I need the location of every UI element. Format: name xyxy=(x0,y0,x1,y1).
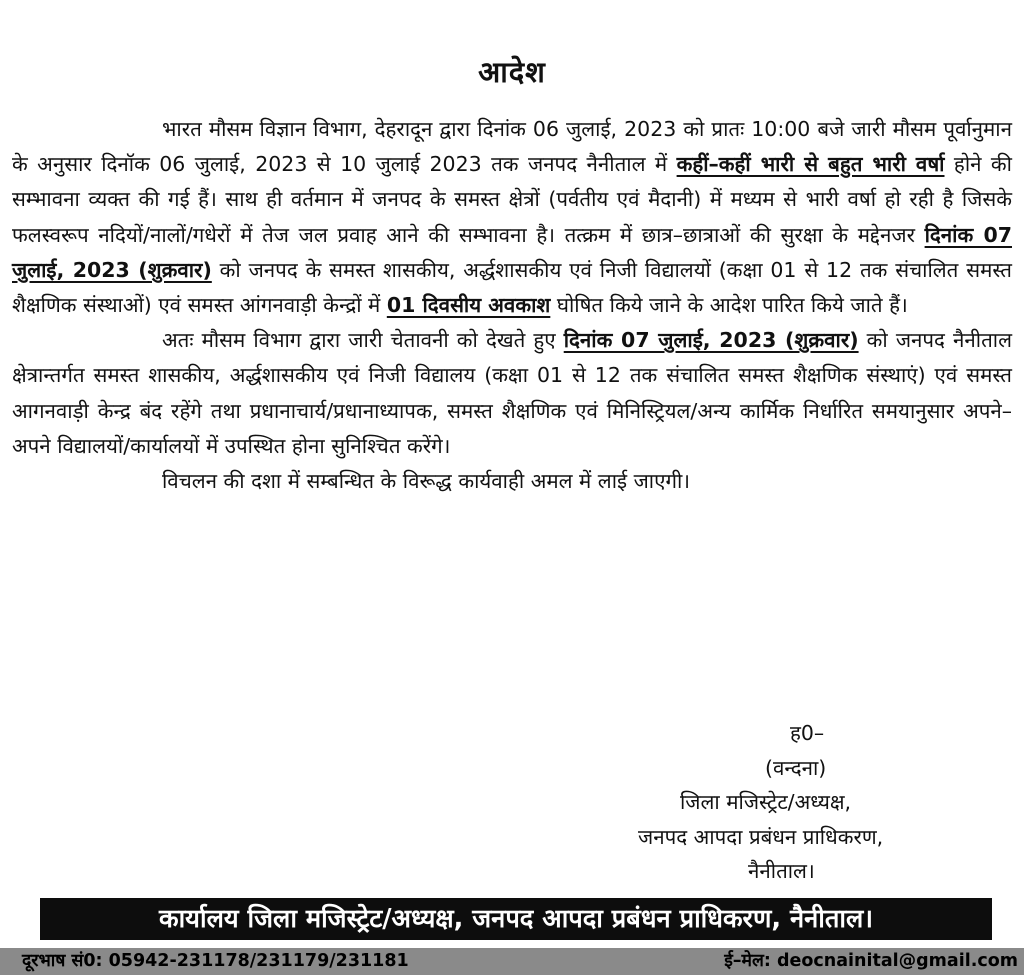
signatory-place: नैनीताल। xyxy=(748,859,815,883)
paragraph-1 xyxy=(12,112,1012,323)
paragraph-2 xyxy=(12,323,1012,464)
heavy-rain-highlight: कहीं–कहीं भारी से बहुत भारी वर्षा xyxy=(676,152,945,177)
holiday-date-highlight: दिनांक 07 जुलाई, 2023 (शुक्रवार) xyxy=(12,222,1012,282)
paragraph-2-text-b: को जनपद नैनीताल क्षेत्रान्तर्गत समस्त शासकीय, अर्द्धशासकीय एवं निजी विद्यालय (कक्षा 01 से 12 तक संचालित समस्त शैक्षणिक संस्थाएं) एवं समस्त आगनवाड़ी केन्द्र बंद रहेंगे तथा प्रधानाचार्य/प्रधानाध्यापक, समस्त शैक्षणिक एवं मिनिस्ट्रियल/अन्य कार्मिक निर्धारित समयानुसार अपने–अपने विद्यालयों/कार्यालयों में उपस्थित होना सुनिश्चित करेंगे। xyxy=(12,328,1012,458)
signature-mark: ह0– xyxy=(790,721,825,745)
order-title: आदेश xyxy=(478,55,546,89)
email-address: ई–मेल: deocnainital@gmail.com xyxy=(724,951,1018,971)
order-body xyxy=(12,112,1012,499)
paragraph-1-text-d: घोषित किये जाने के आदेश पारित किये जाते हैं। xyxy=(550,293,908,318)
signatory-designation: जिला मजिस्ट्रेट/अध्यक्ष, xyxy=(680,790,852,814)
paragraph-3: विचलन की दशा में सम्बन्धित के विरूद्ध कार्यवाही अमल में लाई जाएगी। xyxy=(162,469,691,494)
phone-numbers: दूरभाष सं0: 05942-231178/231179/231181 xyxy=(22,951,409,971)
office-footer-banner: कार्यालय जिला मजिस्ट्रेट/अध्यक्ष, जनपद आपदा प्रबंधन प्राधिकरण, नैनीताल। xyxy=(40,898,992,940)
closure-date-highlight: दिनांक 07 जुलाई, 2023 (शुक्रवार) xyxy=(563,328,859,353)
paragraph-1-text-b: होने की सम्भावना व्यक्त की गई हैं। साथ ही वर्तमान में जनपद के समस्त क्षेत्रों (पर्वतीय एवं मैदानी) में मध्यम से भारी वर्षा हो रही है जिसके फलस्वरूप नदियों/नालों/गधेरों में तेज जल प्रवाह आने की सम्भावना है। तत्क्रम में छात्र–छात्राओं की सुरक्षा के मद्देनजर xyxy=(12,152,1012,247)
paragraph-1-text-a: भारत मौसम विज्ञान विभाग, देहरादून द्वारा दिनांक 06 जुलाई, 2023 को प्रातः 10:00 बजे जारी मौसम पूर्वानुमान के अनुसार दिनॉक 06 जुलाई, 2023 से 10 जुलाई 2023 तक जनपद नैनीताल में xyxy=(12,117,1012,177)
paragraph-2-text-a: अतः मौसम विभाग द्वारा जारी चेतावनी को देखते हुए xyxy=(162,328,564,353)
one-day-holiday-highlight: 01 दिवसीय अवकाश xyxy=(386,293,551,318)
paragraph-1-text-c: को जनपद के समस्त शासकीय, अर्द्धशासकीय एवं निजी विद्यालयों (कक्षा 01 से 12 तक संचालित समस्त शैक्षणिक संस्थाओं) एवं समस्त आंगनवाड़ी केन्द्रों में xyxy=(12,257,1012,318)
signatory-authority: जनपद आपदा प्रबंधन प्राधिकरण, xyxy=(638,824,884,849)
contact-bar xyxy=(0,948,1024,975)
signatory-name: (वन्दना) xyxy=(765,755,827,780)
signature-block xyxy=(600,716,1000,889)
